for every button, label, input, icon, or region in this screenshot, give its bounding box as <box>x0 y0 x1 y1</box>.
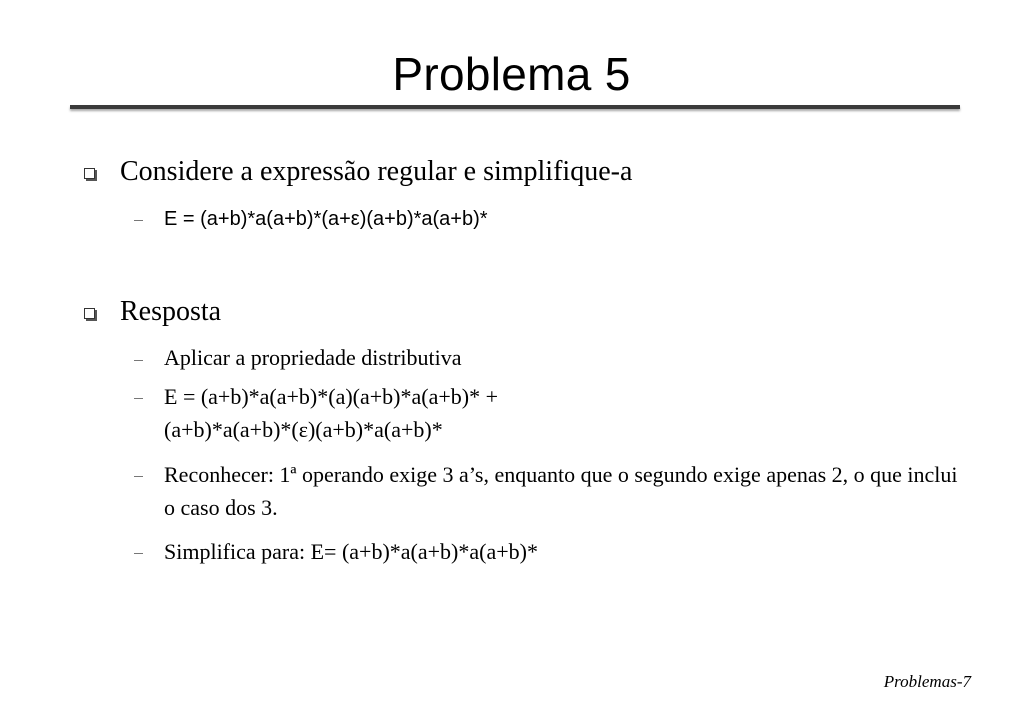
dash-bullet-icon <box>134 476 143 477</box>
page-footer: Problemas-7 <box>883 672 971 691</box>
section-heading-considere: Considere a expressão regular e simplifique-a <box>120 156 633 187</box>
slide-title: Problema 5 <box>392 48 631 100</box>
expression-line: E = (a+b)*a(a+b)*(a+ε)(a+b)*a(a+b)* <box>164 208 488 230</box>
dash-bullet-icon <box>134 553 143 554</box>
title-divider <box>70 105 960 109</box>
dash-bullet-icon <box>134 360 143 361</box>
step-simplify: Simplifica para: E= (a+b)*a(a+b)*a(a+b)* <box>164 539 538 564</box>
square-bullet-icon <box>84 168 95 179</box>
square-bullet-icon <box>84 308 95 319</box>
dash-bullet-icon <box>134 220 143 221</box>
section-heading-resposta: Resposta <box>120 296 222 327</box>
step-recognize: Reconhecer: 1ª operando exige 3 a’s, enquanto que o segundo exige apenas 2, o que inclui o caso dos 3. <box>164 462 958 520</box>
step-expansion: E = (a+b)*a(a+b)*(a)(a+b)*a(a+b)* + (a+b)*a(a+b)*(ε)(a+b)*a(a+b)* <box>164 384 498 442</box>
step-distributive: Aplicar a propriedade distributiva <box>164 345 462 370</box>
dash-bullet-icon <box>134 398 143 399</box>
